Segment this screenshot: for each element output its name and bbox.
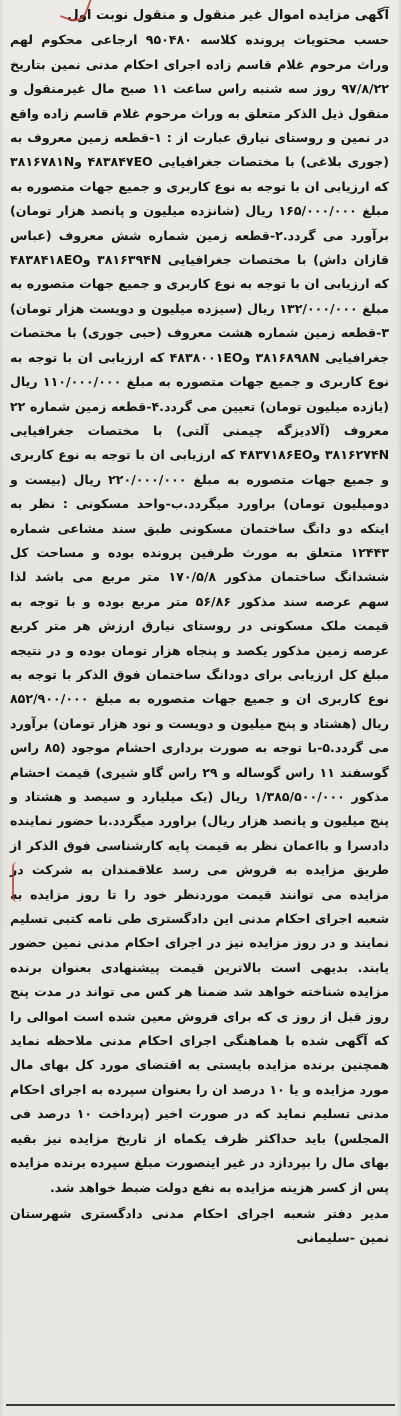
notice-signature: مدیر دفتر شعبه اجرای احکام مدنی دادگستری شهرستان نمین -سلیمانی [10, 1205, 389, 1246]
scan-edge-shadow [0, 0, 4, 1416]
bottom-divider [6, 1404, 395, 1406]
pen-mark [12, 862, 22, 902]
notice-title: آگهی مزایده اموال غیر منقول و منقول نوبت اول [67, 8, 389, 23]
notice-body: حسب محتویات پرونده کلاسه ۹۵۰۴۸۰ ارجاعی محکوم لهم وراث مرحوم غلام قاسم زاده اجرای احکام مدنی نمین بتاریخ ۹۷/۸/۲۲ روز سه شنبه راس ساعت ۱۱ صبح مال غیرمنقول و منقول ذیل الذکر متعلق به وراث مرحوم غلام قاسم زاده واقع در نمین و روستای نیارق عبارت از : ۱-قطعه زمین معروف به (جوری بلاغی) با مختصات جغرافیایی ۴۸۳۸۴۷EO و۳۸۱۶۷۸۱N که ارزیابی ان با توجه به نوع کاربری و جمیع جهات متصوره به مبلغ ۱۶۵/۰۰۰/۰۰۰ ریال (شانزده میلیون و پانصد هزار تومان) برآورد می گردد.۲-قطعه زمین شماره شش معروف (عباس قازان داش) با مختصات جغرافیایی ۳۸۱۶۳۹۴N و۴۸۳۸۴۱۸EO که ارزیابی ان با توجه به نوع کاربری و جمیع جهات متصوره به مبلغ ۱۳۲/۰۰۰/۰۰۰ ریال (سیزده میلیون و دویست هزار تومان) ۳-قطعه زمین شماره هشت معروف (حبی جوری) با مختصات جغرافیایی ۳۸۱۶۸۹۸N و۴۸۳۸۰۰۱EO که ارزیابی ان با توجه به نوع کاربری و جمیع جهات متصوره به مبلغ ۱۱۰/۰۰۰/۰۰۰ ریال (یازده میلیون تومان) تعیین می گردد.۴-قطعه زمین شماره ۲۲ معروف (آلادیزگه چیمنی آلتی) با مختصات جغرافیایی ۳۸۱۶۲۷۴N و۴۸۳۷۱۸۶EO که ارزیابی ان با توجه به نوع کاربری و جمیع جهات متصوره به مبلغ ۲۲۰/۰۰۰/۰۰۰ ریال (بیست و دومیلیون تومان) براورد میگردد.ب-واحد مسکونی : نظر به اینکه دو دانگ ساختمان مسکونی طبق سند مشاعی شماره ۱۲۴۴۳ متعلق به مورث طرفین پرونده بوده و مساحت کل ششدانگ ساختمان مذکور ۱۷۰/۵/۸ متر مربع می باشد لذا سهم عرصه سند مذکور ۵۶/۸۶ متر مربع بوده و با توجه به قیمت ملک مسکونی در روستای نیارق ارزش هر متر کربع عرصه زمین مذکور یکصد و پنجاه هزار تومان بوده و در نتیجه مبلغ کل ارزیابی برای دودانگ ساختمان فوق الذکر با توجه به نوع کاربری ان و جمیع جهات متصوره به مبلغ ۸۵۲/۹۰۰/۰۰۰ ریال (هشتاد و پنج میلیون و دویست و نود هزار تومان) برآورد می گردد.۵-با توجه به صورت برداری احشام موجود (۸۵ راس گوسفند ۱۱ راس گوساله و ۲۹ راس گاو شیری) قیمت احشام مذکور ۱/۳۸۵/۵۰۰/۰۰۰ ریال (یک میلیارد و سیصد و هشتاد و پنج میلیون و پانصد هزار ریال) براورد میگردد.با حضور نماینده دادسرا و بااعمان نظر به قیمت پایه کارشناسی فوق الذکر از طریق مزایده به فروش می رسد علاقمندان به شرکت در مزایده می توانند قیمت موردنظر خود را تا روز مزایده به شعبه اجرای احکام مدنی این دادگستری طی نامه کتبی تسلیم نمایند و در روز مزایده نیز در اجرای احکام مدنی نمین حضور یابند. بدیهی است بالاترین قیمت پیشنهادی بعنوان برنده مزایده شناخته خواهد شد ضمنا هر کس می تواند در مدت پنج روز قبل از روز ی که برای فروش معین شده است اموالی را که آگهی شده با هماهنگی اجرای احکام مدنی ملاحظه نماید همچنین برنده مزایده بایستی به اقتضای مورد کل بهای مال مورد مزایده و یا ۱۰ درصد ان را بعنوان سپرده به اجرای احکام مدنی تسلیم نماید که در صورت اخیر (پرداخت ۱۰ درصد فی المجلس) باید حداکثر ظرف یکماه از تاریخ مزایده نیز بقیه بهای مال را بپردازد در غیر اینصورت مبلغ سپرده برنده مزایده پس از کسر هزینه مزایده به نفع دولت ضبط خواهد شد. [10, 32, 389, 1195]
scan-edge-shadow [397, 0, 401, 1416]
